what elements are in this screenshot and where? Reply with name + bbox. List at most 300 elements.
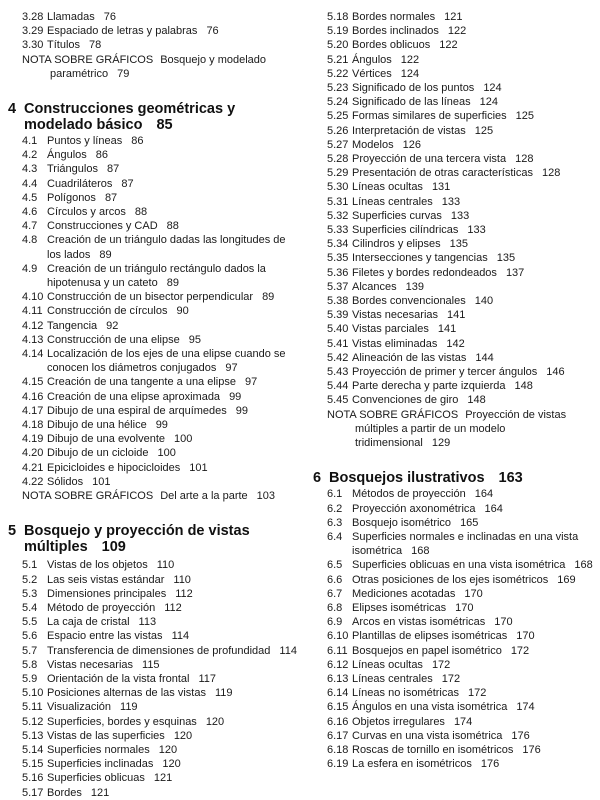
section-number: 5.27 bbox=[327, 138, 349, 151]
toc-entry[interactable] bbox=[313, 672, 598, 686]
toc-entry[interactable] bbox=[313, 124, 598, 138]
section-number: 6.3 bbox=[327, 516, 343, 529]
section-title-wrap bbox=[352, 308, 598, 322]
section-number: 5.32 bbox=[327, 209, 349, 222]
page-number: 86 bbox=[131, 135, 144, 148]
toc-entry[interactable] bbox=[313, 644, 598, 658]
section-title-wrap bbox=[352, 757, 598, 771]
page-number: 99 bbox=[235, 404, 249, 417]
section-title-wrap bbox=[352, 587, 598, 601]
section-number: 4.19 bbox=[22, 433, 44, 446]
section-title-wrap bbox=[47, 573, 300, 587]
section-title: Proyección axonométrica bbox=[352, 502, 476, 515]
section-title-wrap bbox=[352, 322, 598, 336]
toc-entry[interactable] bbox=[313, 67, 598, 81]
toc-entry[interactable] bbox=[313, 251, 598, 265]
toc-entry[interactable] bbox=[8, 658, 300, 672]
section-title-wrap bbox=[47, 233, 300, 261]
toc-entry[interactable] bbox=[8, 461, 300, 475]
toc-entry[interactable] bbox=[8, 319, 300, 333]
page-number: 86 bbox=[95, 149, 109, 162]
toc-entry[interactable] bbox=[313, 487, 598, 501]
toc-entry[interactable] bbox=[8, 715, 300, 729]
section-title: Vistas de las superficies bbox=[47, 729, 165, 742]
section-number: 5.35 bbox=[327, 252, 349, 265]
toc-entry[interactable] bbox=[313, 743, 598, 757]
section-number: 5.13 bbox=[22, 729, 44, 742]
toc-entry[interactable] bbox=[313, 502, 598, 516]
section-title-wrap bbox=[352, 109, 598, 123]
page-number: 100 bbox=[174, 433, 193, 446]
page-number: 119 bbox=[120, 701, 138, 714]
toc-entry[interactable] bbox=[313, 308, 598, 322]
section-number: 4.17 bbox=[22, 404, 44, 417]
toc-entry[interactable] bbox=[8, 644, 300, 658]
page-number: 92 bbox=[106, 319, 119, 332]
page-number: 117 bbox=[198, 672, 217, 685]
toc-entry[interactable] bbox=[313, 587, 598, 601]
chapter-title: Construcciones geométricas y modelado básico bbox=[24, 101, 236, 134]
section-title: Intersecciones y tangencias bbox=[352, 252, 488, 265]
toc-entry[interactable] bbox=[313, 686, 598, 700]
section-title: Curvas en una vista isométrica bbox=[352, 729, 503, 742]
section-number: 5.45 bbox=[327, 394, 349, 407]
chapter-page: 163 bbox=[498, 470, 523, 487]
toc-entry[interactable] bbox=[8, 672, 300, 686]
section-title: Dibujo de una espiral de arquímedes bbox=[47, 404, 227, 417]
section-number: 5.25 bbox=[327, 110, 349, 123]
section-title: Mediciones acotadas bbox=[352, 587, 456, 600]
toc-entry[interactable] bbox=[313, 393, 598, 407]
page-number: 141 bbox=[447, 309, 466, 322]
section-title-wrap bbox=[352, 629, 598, 643]
section-title: Superficies oblicuas en una vista isométrica bbox=[352, 559, 566, 572]
section-title-wrap bbox=[47, 629, 300, 643]
section-title: Bordes oblicuos bbox=[352, 39, 431, 52]
page-number: 110 bbox=[173, 573, 191, 586]
page-number: 131 bbox=[431, 181, 451, 194]
section-number: 5.17 bbox=[22, 786, 44, 799]
toc-entry[interactable] bbox=[8, 375, 300, 389]
section-title: Formas similares de superficies bbox=[352, 110, 507, 123]
toc-entry[interactable] bbox=[8, 629, 300, 643]
toc-entry[interactable] bbox=[313, 601, 598, 615]
page-number: 128 bbox=[541, 167, 561, 180]
section-title: Vistas de los objetos bbox=[47, 559, 148, 572]
section-title: Cilindros y elipses bbox=[352, 238, 441, 251]
toc-entry[interactable] bbox=[8, 148, 300, 162]
toc-entry[interactable] bbox=[8, 601, 300, 615]
section-title: Creación de una elipse aproximada bbox=[47, 390, 221, 403]
toc-entry[interactable] bbox=[313, 38, 598, 52]
section-title: Método de proyección bbox=[47, 601, 156, 614]
section-title-wrap bbox=[352, 729, 598, 743]
toc-entry[interactable] bbox=[313, 152, 598, 166]
section-number: 4.20 bbox=[22, 447, 44, 460]
toc-entry[interactable] bbox=[8, 24, 300, 38]
section-title-wrap bbox=[352, 658, 598, 672]
chapter-heading[interactable] bbox=[8, 523, 300, 555]
page-number: 103 bbox=[256, 490, 276, 503]
section-title-wrap bbox=[47, 771, 300, 785]
section-number: 6.1 bbox=[327, 488, 343, 501]
toc-entry[interactable] bbox=[313, 266, 598, 280]
section-title: Proyección de una tercera vista bbox=[352, 153, 507, 166]
toc-entry[interactable] bbox=[313, 715, 598, 729]
section-number: 5.6 bbox=[22, 630, 38, 643]
chapter-page: 85 bbox=[156, 117, 173, 134]
page-number: 170 bbox=[494, 616, 513, 629]
section-title: Líneas no isométricas bbox=[352, 687, 459, 700]
toc-entry[interactable] bbox=[313, 10, 598, 24]
page-number: 97 bbox=[244, 376, 258, 389]
section-title: Bordes bbox=[47, 786, 82, 799]
section-title-wrap bbox=[352, 237, 598, 251]
spacer bbox=[8, 81, 300, 91]
toc-entry[interactable] bbox=[313, 24, 598, 38]
section-title: Visualización bbox=[47, 701, 112, 714]
section-title-wrap bbox=[352, 266, 598, 280]
section-number: 4.16 bbox=[22, 390, 44, 403]
page-number: 126 bbox=[402, 138, 421, 151]
section-title-wrap bbox=[352, 686, 598, 700]
toc-entry[interactable] bbox=[313, 516, 598, 530]
page-number: 115 bbox=[142, 658, 160, 671]
page-number: 87 bbox=[121, 177, 134, 190]
toc-entry[interactable] bbox=[8, 587, 300, 601]
toc-entry[interactable] bbox=[313, 365, 598, 379]
toc-entry[interactable] bbox=[313, 180, 598, 194]
toc-entry[interactable] bbox=[313, 195, 598, 209]
section-title-wrap bbox=[47, 347, 300, 375]
section-title: La caja de cristal bbox=[47, 616, 130, 629]
page-number: 133 bbox=[450, 209, 470, 222]
toc-entry[interactable] bbox=[8, 191, 300, 205]
section-title: Arcos en vistas isométricas bbox=[352, 616, 486, 629]
section-number: 3.28 bbox=[22, 11, 44, 23]
toc-entry[interactable] bbox=[8, 686, 300, 700]
section-number: 5.29 bbox=[327, 167, 349, 180]
section-number: 4.13 bbox=[22, 333, 44, 346]
section-number: 5.42 bbox=[327, 351, 349, 364]
note-text: Bosquejo y modelado paramétrico bbox=[50, 53, 267, 80]
toc-entry[interactable] bbox=[313, 337, 598, 351]
section-number: 5.11 bbox=[22, 701, 43, 714]
section-number: 5.36 bbox=[327, 266, 349, 279]
page-number: 135 bbox=[449, 238, 469, 251]
toc-entry[interactable] bbox=[8, 475, 300, 489]
page-number: 99 bbox=[155, 419, 168, 432]
section-number: 4.8 bbox=[22, 234, 38, 247]
toc-entry[interactable] bbox=[8, 134, 300, 148]
section-number: 5.40 bbox=[327, 323, 349, 336]
section-title: Espacio entre las vistas bbox=[47, 630, 163, 643]
toc-entry[interactable] bbox=[8, 558, 300, 572]
section-title: Cuadriláteros bbox=[47, 177, 113, 190]
section-number: 4.21 bbox=[22, 461, 44, 474]
toc-entry[interactable] bbox=[313, 109, 598, 123]
section-number: 5.24 bbox=[327, 96, 349, 109]
toc-entry[interactable] bbox=[8, 38, 300, 52]
section-title: Superficies cilíndricas bbox=[352, 224, 459, 237]
toc-entry[interactable] bbox=[8, 10, 300, 24]
page-number: 174 bbox=[516, 701, 535, 714]
section-number: 5.22 bbox=[327, 67, 349, 80]
toc-entry[interactable] bbox=[8, 233, 300, 261]
section-title-wrap bbox=[47, 375, 300, 389]
toc-entry[interactable] bbox=[8, 446, 300, 460]
section-number: 5.43 bbox=[327, 366, 349, 379]
section-number: 6.16 bbox=[327, 715, 349, 728]
section-title: Líneas ocultas bbox=[352, 658, 423, 671]
section-number: 4.22 bbox=[22, 475, 44, 488]
chapter-title-wrap bbox=[329, 470, 523, 486]
section-title-wrap bbox=[352, 67, 598, 81]
toc-entry[interactable] bbox=[313, 757, 598, 771]
section-number: 6.15 bbox=[327, 701, 349, 714]
section-title-wrap bbox=[47, 38, 300, 52]
section-title: Superficies normales e inclinadas en una vista isométrica bbox=[352, 530, 579, 558]
toc-entry[interactable] bbox=[8, 786, 300, 800]
section-title-wrap bbox=[352, 294, 598, 308]
section-title-wrap bbox=[352, 615, 598, 629]
toc-entry[interactable] bbox=[8, 404, 300, 418]
page-number: 112 bbox=[164, 601, 182, 614]
toc-entry[interactable] bbox=[313, 615, 598, 629]
section-number: 5.19 bbox=[327, 25, 349, 38]
section-title-wrap bbox=[47, 658, 300, 672]
section-number: 4.10 bbox=[22, 291, 44, 304]
section-title-wrap bbox=[352, 700, 598, 714]
section-title: Métodos de proyección bbox=[352, 488, 466, 501]
page-number: 95 bbox=[188, 333, 201, 346]
page-number: 168 bbox=[411, 545, 430, 558]
section-title: Tangencia bbox=[47, 319, 98, 332]
page-number: 97 bbox=[225, 362, 238, 375]
page-number: 133 bbox=[467, 224, 486, 237]
section-title: Círculos y arcos bbox=[47, 206, 126, 219]
section-number: 4.5 bbox=[22, 191, 38, 204]
toc-entry[interactable] bbox=[313, 700, 598, 714]
section-title: Vértices bbox=[352, 67, 392, 80]
chapter-title-wrap bbox=[24, 101, 300, 133]
toc-entry[interactable] bbox=[313, 294, 598, 308]
chapter-title-wrap bbox=[24, 523, 300, 555]
page-number: 128 bbox=[515, 153, 534, 166]
chapter-heading[interactable] bbox=[313, 470, 598, 486]
toc-entry[interactable] bbox=[313, 166, 598, 180]
section-title-wrap bbox=[47, 475, 300, 489]
chapter-title: Bosquejo y proyección de vistas múltiples bbox=[24, 523, 250, 556]
toc-entry[interactable] bbox=[313, 280, 598, 294]
section-title: Transferencia de dimensiones de profundidad bbox=[47, 644, 271, 657]
toc-entry[interactable] bbox=[313, 223, 598, 237]
toc-entry[interactable] bbox=[8, 205, 300, 219]
section-title-wrap bbox=[352, 180, 598, 194]
section-title-wrap bbox=[352, 487, 598, 501]
toc-entry[interactable] bbox=[313, 81, 598, 95]
page-number: 122 bbox=[400, 53, 420, 66]
toc-entry[interactable] bbox=[8, 771, 300, 785]
section-number: 4.6 bbox=[22, 206, 38, 219]
toc-entry[interactable] bbox=[313, 379, 598, 393]
section-title-wrap bbox=[352, 530, 598, 558]
section-title-wrap bbox=[352, 672, 598, 686]
toc-entry[interactable] bbox=[8, 432, 300, 446]
toc-entry[interactable] bbox=[313, 95, 598, 109]
section-title-wrap bbox=[352, 393, 598, 407]
page-number: 172 bbox=[431, 658, 451, 671]
section-title: Vistas eliminadas bbox=[352, 337, 438, 350]
toc-entry[interactable] bbox=[313, 573, 598, 587]
page-number: 168 bbox=[574, 559, 593, 572]
section-number: 5.23 bbox=[327, 82, 349, 95]
section-title: Localización de los ejes de una elipse cuando se conocen los diámetros conjugados bbox=[47, 348, 286, 375]
page-number: 142 bbox=[446, 337, 465, 350]
page-number: 125 bbox=[474, 124, 494, 137]
section-title-wrap bbox=[47, 644, 300, 658]
toc-entry[interactable] bbox=[313, 629, 598, 643]
toc-entry[interactable] bbox=[313, 658, 598, 672]
section-title: Proyección de primer y tercer ángulos bbox=[352, 366, 538, 379]
toc-left-column bbox=[8, 10, 300, 800]
page-number: 101 bbox=[189, 461, 208, 474]
section-number: 4.2 bbox=[22, 149, 38, 162]
page-number: 169 bbox=[557, 573, 576, 586]
section-number: 6.11 bbox=[327, 644, 348, 657]
section-title: Bordes inclinados bbox=[352, 25, 439, 38]
section-number: 6.17 bbox=[327, 729, 349, 742]
section-number: 6.9 bbox=[327, 616, 343, 629]
note-label: NOTA SOBRE GRÁFICOS bbox=[22, 490, 154, 503]
toc-entry[interactable] bbox=[8, 262, 300, 290]
section-title-wrap bbox=[352, 209, 598, 223]
section-number: 5.12 bbox=[22, 715, 44, 728]
section-title-wrap bbox=[352, 124, 598, 138]
toc-entry[interactable] bbox=[313, 237, 598, 251]
page-number: 121 bbox=[153, 772, 173, 785]
page-number: 110 bbox=[156, 559, 175, 572]
section-number: 5.10 bbox=[22, 687, 44, 700]
section-title: Líneas ocultas bbox=[352, 181, 423, 194]
section-title-wrap bbox=[352, 81, 598, 95]
page-number: 120 bbox=[158, 743, 178, 756]
section-title: Superficies oblicuas bbox=[47, 772, 145, 785]
section-title-wrap bbox=[47, 700, 300, 714]
toc-entry[interactable] bbox=[8, 290, 300, 304]
toc-entry[interactable] bbox=[8, 729, 300, 743]
section-title: Superficies curvas bbox=[352, 209, 442, 222]
toc-entry[interactable] bbox=[8, 333, 300, 347]
toc-entry[interactable] bbox=[8, 219, 300, 233]
section-number: 4.15 bbox=[22, 376, 44, 389]
page-number: 164 bbox=[484, 502, 503, 515]
section-title: Plantillas de elipses isométricas bbox=[352, 630, 508, 643]
toc-entry[interactable] bbox=[8, 743, 300, 757]
toc-entry[interactable] bbox=[313, 322, 598, 336]
section-number: 5.15 bbox=[22, 758, 44, 771]
section-title-wrap bbox=[352, 516, 598, 530]
section-title: La esfera en isométricos bbox=[352, 758, 472, 771]
section-title-wrap bbox=[352, 337, 598, 351]
toc-entry[interactable] bbox=[313, 209, 598, 223]
section-title: Líneas centrales bbox=[352, 195, 433, 208]
page-number: 164 bbox=[474, 488, 494, 501]
section-title: Bosquejos en papel isométrico bbox=[352, 644, 502, 657]
section-title-wrap bbox=[47, 601, 300, 615]
page-number: 122 bbox=[439, 39, 458, 52]
section-number: 4.12 bbox=[22, 319, 44, 332]
section-number: 5.38 bbox=[327, 295, 349, 308]
toc-entry[interactable] bbox=[8, 757, 300, 771]
page-number: 120 bbox=[162, 758, 181, 771]
section-title: Creación de un triángulo dadas las longitudes de los lados bbox=[47, 234, 286, 261]
section-title-wrap bbox=[47, 404, 300, 418]
section-title-wrap bbox=[352, 10, 598, 24]
section-title: Ángulos en una vista isométrica bbox=[352, 701, 508, 714]
section-title-wrap bbox=[47, 743, 300, 757]
page-number: 170 bbox=[464, 587, 483, 600]
section-number: 5.3 bbox=[22, 587, 38, 600]
toc-entry[interactable] bbox=[313, 729, 598, 743]
page-number: 120 bbox=[173, 729, 193, 742]
chapter-heading[interactable] bbox=[8, 101, 300, 133]
toc-entry[interactable] bbox=[313, 53, 598, 67]
page-number: 121 bbox=[444, 11, 463, 23]
section-title: Títulos bbox=[47, 39, 81, 52]
section-title: Bordes normales bbox=[352, 11, 436, 23]
section-title-wrap bbox=[47, 558, 300, 572]
section-title: Superficies inclinadas bbox=[47, 758, 154, 771]
page-number: 135 bbox=[496, 252, 516, 265]
toc-entry[interactable] bbox=[8, 162, 300, 176]
section-title: Vistas necesarias bbox=[47, 658, 134, 671]
section-number: 6.6 bbox=[327, 573, 343, 586]
section-title-wrap bbox=[47, 191, 300, 205]
toc-entry[interactable] bbox=[313, 530, 598, 558]
section-title: Alcances bbox=[352, 280, 397, 293]
toc-entry[interactable] bbox=[8, 700, 300, 714]
toc-entry[interactable] bbox=[8, 573, 300, 587]
toc-entry[interactable] bbox=[8, 418, 300, 432]
toc-entry[interactable] bbox=[313, 351, 598, 365]
page-number: 124 bbox=[400, 67, 420, 80]
section-title: Ángulos bbox=[352, 53, 392, 66]
chapter-number: 4 bbox=[8, 101, 17, 118]
page-number: 133 bbox=[441, 195, 461, 208]
toc-entry[interactable] bbox=[8, 347, 300, 375]
toc-entry[interactable] bbox=[8, 615, 300, 629]
toc-entry[interactable] bbox=[313, 138, 598, 152]
toc-entry[interactable] bbox=[8, 304, 300, 318]
section-title-wrap bbox=[47, 262, 300, 290]
toc-entry[interactable] bbox=[8, 177, 300, 191]
page-number: 139 bbox=[405, 280, 424, 293]
toc-entry[interactable] bbox=[8, 390, 300, 404]
section-title-wrap bbox=[352, 573, 598, 587]
section-number: 6.2 bbox=[327, 502, 343, 515]
graphics-note bbox=[313, 408, 598, 451]
section-title-wrap bbox=[352, 53, 598, 67]
section-number: 4.7 bbox=[22, 220, 38, 233]
page-number: 87 bbox=[104, 191, 118, 204]
section-number: 5.8 bbox=[22, 658, 38, 671]
toc-entry[interactable] bbox=[313, 558, 598, 572]
section-title-wrap bbox=[47, 786, 300, 800]
section-title-wrap bbox=[47, 715, 300, 729]
page-number: 170 bbox=[455, 601, 474, 614]
section-title: Ángulos bbox=[47, 149, 87, 162]
